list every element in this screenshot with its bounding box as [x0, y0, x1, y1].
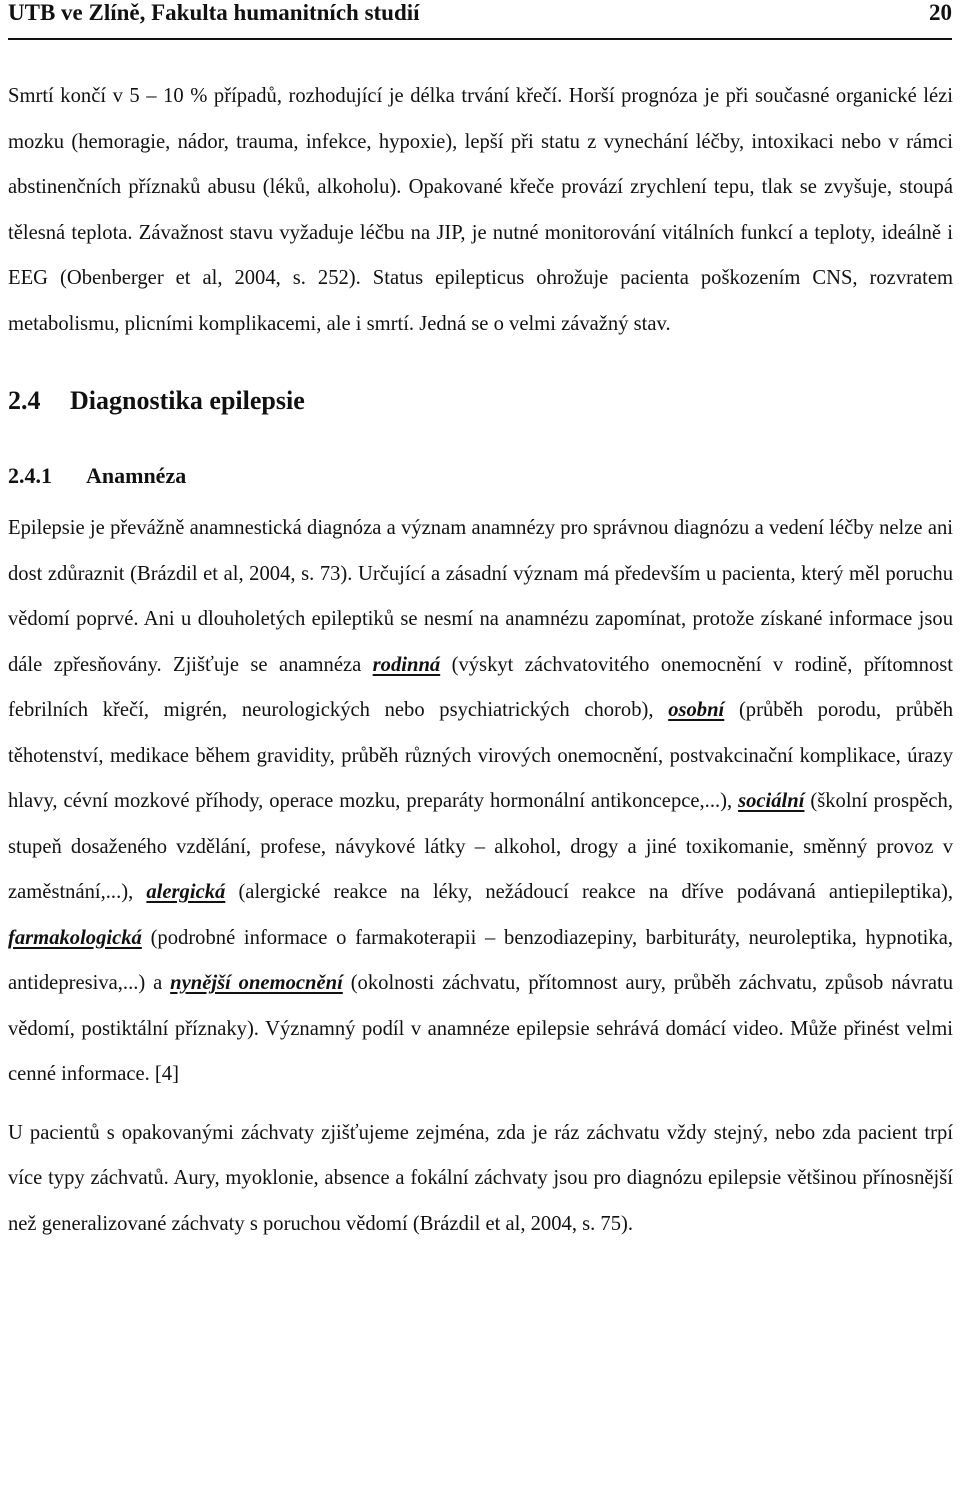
term-rodinna: rodinná [372, 653, 441, 676]
text-run: (alergické reakce na léky, nežádoucí reakce na dříve podávaná antiepileptika), [225, 881, 953, 903]
text-run: (průběh porodu, průběh těhotenství, medikace během gravidity, průběh různých virových onemocnění, postvakcinační komplikace, úrazy hlavy, cévní mozkové příhody, operace mozku, preparáty hormonální antikoncepce,...), [8, 699, 953, 812]
subsection-number: 2.4.1 [8, 463, 52, 488]
section-title: Diagnostika epilepsie [70, 386, 305, 415]
text-run: (podrobné informace o farmakoterapii – benzodiazepiny, barbituráty, neuroleptika, hypnotika, antidepresiva,...) a [8, 926, 953, 994]
section-number: 2.4 [8, 386, 41, 415]
paragraph-opakovane-zachvaty: U pacientů s opakovanými záchvaty zjišťujeme zejména, zda je ráz záchvatu vždy stejný, nebo zda pacient trpí více typy záchvatů. Aury, myoklonie, absence a fokální záchvaty jsou pro diagnózu epilepsie většinou přínosnější než generalizované záchvaty s poruchou vědomí (Brázdil et al, 2004, s. 75). [8, 1121, 953, 1235]
paragraph-status-epilepticus: Smrtí končí v 5 – 10 % případů, rozhodující je délka trvání křečí. Horší prognóza je při současné organické lézi mozku (hemoragie, nádor, trauma, infekce, hypoxie), lepší při statu z vynechání léčby, intoxikaci nebo v rámci abstinenčních příznaků abusu (léků, alkoholu). Opakované křeče provází zrychlení tepu, tlak se zvyšuje, stoupá tělesná teplota. Závažnost stavu vyžaduje léčbu na JIP, je nutné monitorování vitálních funkcí a teploty, ideálně i EEG (Obenberger et al, 2004, s. 252). Status epilepticus ohrožuje pacienta poškozením CNS, rozvratem metabolismu, plicními komplikacemi, ale i smrtí. Jedná se o velmi závažný stav. [8, 85, 953, 335]
text-run: (okolnosti záchvatu, přítomnost aury, průběh záchvatu, způsob návratu vědomí, postiktální příznaky). Významný podíl v anamnéze epilepsie sehrává domácí video. Může přinést velmi cenné informace. [4] [8, 972, 953, 1085]
term-farmakologicka: farmakologická [8, 926, 142, 949]
section-heading [8, 379, 953, 423]
page-header [8, 0, 952, 34]
text-run: (výskyt záchvatovitého onemocnění v rodině, přítomnost febrilních křečí, migrén, neurologických nebo psychiatrických chorob), [8, 653, 953, 721]
text-run: Epilepsie je převážně anamnestická diagnóza a význam anamnézy pro správnou diagnózu a vedení léčby nelze ani dost zdůraznit (Brázdil et al, 2004, s. 73). Určující a zásadní význam má především u pacienta, který měl poruchu vědomí poprvé. Ani u dlouholetých epileptiků se nesmí na anamnézu zapomínat, protože získané informace jsou dále zpřesňovány. Zjišťuje se anamnéza [8, 517, 953, 676]
subsection-title: Anamnéza [86, 463, 187, 488]
term-socialni: sociální [738, 790, 805, 812]
header-title: UTB ve Zlíně, Fakulta humanitních studií [8, 0, 420, 25]
paragraph-anamneza [8, 506, 953, 1098]
page-body [8, 74, 953, 1247]
subsection-heading [8, 458, 953, 494]
text-run: (školní prospěch, stupeň dosaženého vzdělání, profese, návykové látky – alkohol, drogy a jiné toxikomanie, směnný provoz v zaměstnání,...), [8, 790, 953, 903]
term-alergicka: alergická [146, 881, 226, 903]
page-number: 20 [929, 0, 952, 25]
term-nynejsi-onemocneni: nynější onemocnění [170, 972, 343, 994]
term-osobni: osobní [668, 699, 725, 721]
header-divider [8, 38, 952, 40]
